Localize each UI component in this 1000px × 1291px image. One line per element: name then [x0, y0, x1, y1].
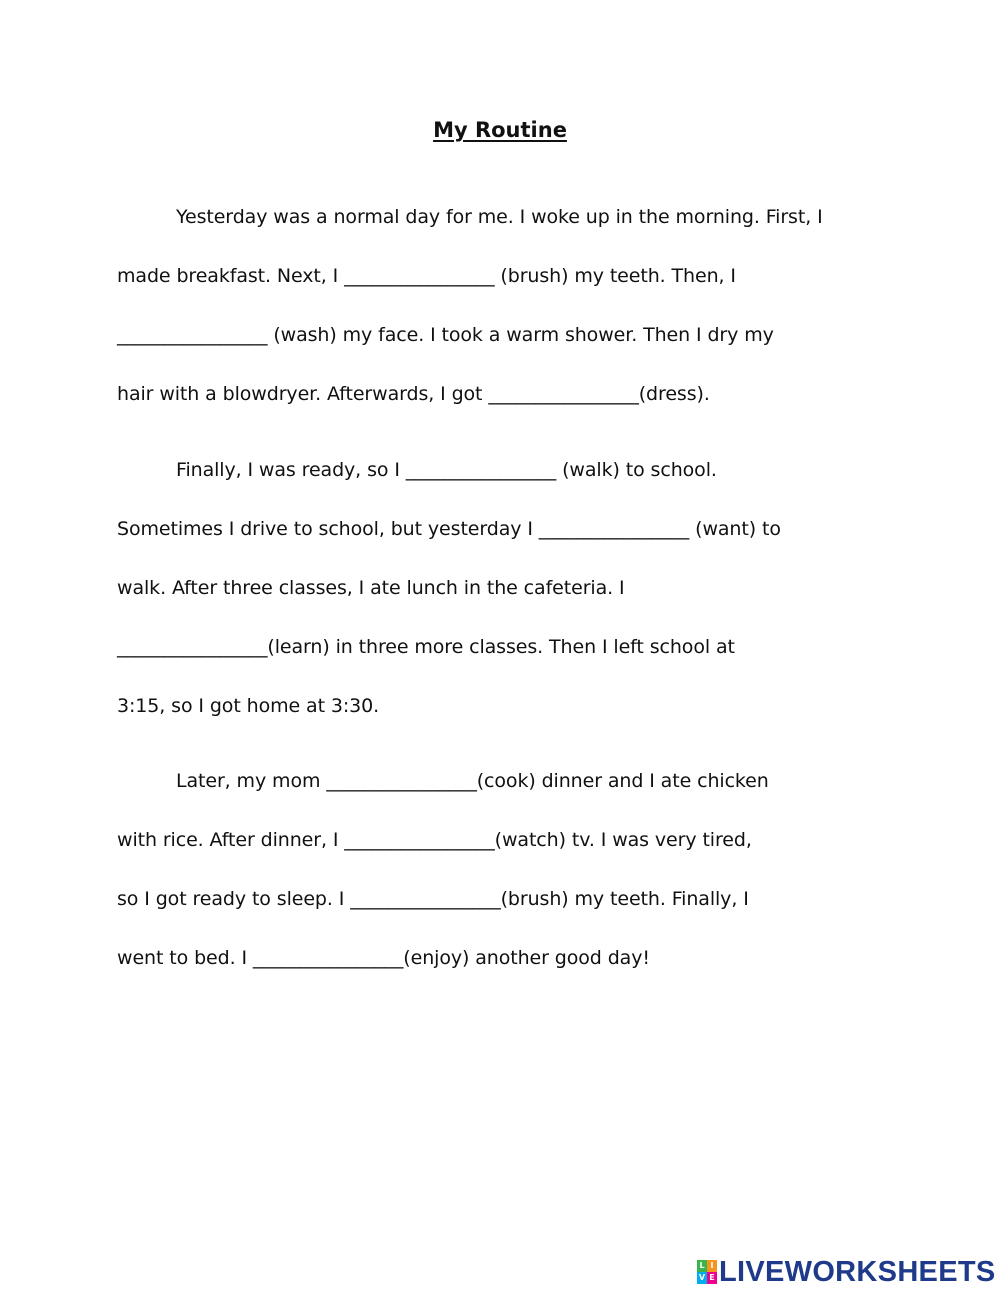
paragraph-2-line-4: ________________(learn) in three more classes. Then I left school at [117, 636, 735, 658]
logo-mark-letter: V [698, 1273, 706, 1282]
logo-mark-letter: I [707, 1260, 717, 1272]
paragraph-3-line-1: Later, my mom ________________(cook) dinner and I ate chicken [176, 770, 769, 792]
paragraph-1-line-3: ________________ (wash) my face. I took a warm shower. Then I dry my [117, 324, 774, 346]
paragraph-2-line-1: Finally, I was ready, so I ________________ (walk) to school. [176, 459, 717, 481]
paragraph-2-line-2: Sometimes I drive to school, but yesterday I ________________ (want) to [117, 518, 781, 540]
paragraph-3-line-3: so I got ready to sleep. I ________________(brush) my teeth. Finally, I [117, 888, 749, 910]
paragraph-1-line-1: Yesterday was a normal day for me. I woke up in the morning. First, I [176, 206, 823, 228]
paragraph-1-line-4: hair with a blowdryer. Afterwards, I got ________________(dress). [117, 383, 710, 405]
paragraph-3-line-2: with rice. After dinner, I ________________(watch) tv. I was very tired, [117, 829, 752, 851]
logo-text: LIVEWORKSHEETS [719, 1255, 996, 1288]
liveworksheets-logo [697, 1255, 996, 1289]
paragraph-3-line-4: went to bed. I ________________(enjoy) another good day! [117, 947, 650, 969]
liveworksheets-logo-icon [697, 1260, 717, 1284]
worksheet-title: My Routine [433, 118, 567, 142]
logo-mark-letter: E [707, 1272, 717, 1284]
paragraph-2-line-3: walk. After three classes, I ate lunch in the cafeteria. I [117, 577, 625, 599]
paragraph-2-line-5: 3:15, so I got home at 3:30. [117, 695, 380, 717]
paragraph-1-line-2: made breakfast. Next, I ________________ (brush) my teeth. Then, I [117, 265, 736, 287]
logo-mark-letter: L [697, 1260, 707, 1272]
